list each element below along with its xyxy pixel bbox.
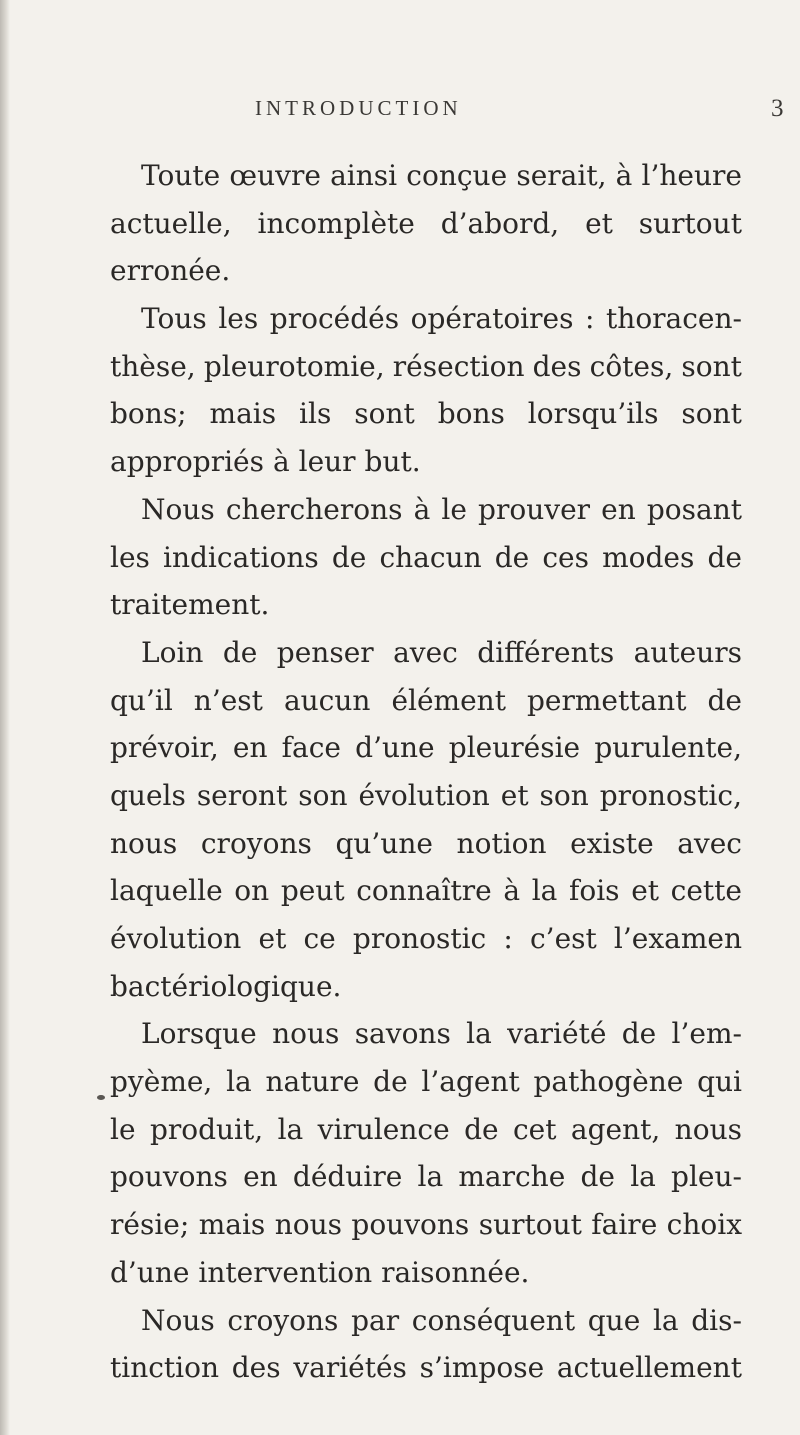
word: croyons	[227, 1303, 339, 1337]
word: choix	[666, 1208, 742, 1242]
word: faire	[591, 1208, 658, 1242]
word: intervention	[198, 1255, 373, 1289]
ink-speck	[97, 1095, 105, 1100]
text-line	[110, 677, 742, 725]
word: à	[272, 445, 290, 479]
word: surtout	[638, 206, 742, 240]
word: l’em-	[671, 1017, 742, 1051]
word: prouver	[478, 492, 591, 526]
word: ce	[303, 922, 336, 955]
text-line	[110, 343, 742, 391]
word: ils	[299, 397, 332, 431]
word: pouvons	[351, 1208, 470, 1242]
word: indications	[163, 540, 319, 574]
word: savons	[354, 1017, 451, 1051]
word: déduire	[292, 1160, 403, 1194]
word: cette	[670, 874, 742, 908]
word: ces	[542, 540, 589, 574]
word: nous	[674, 1112, 742, 1146]
word: en	[232, 731, 268, 765]
word: Nous	[141, 492, 215, 526]
word: évolution	[358, 778, 490, 812]
word: appropriés	[110, 445, 264, 479]
word: actuelle,	[110, 206, 232, 240]
word: tinction	[110, 1351, 220, 1385]
word: élément	[391, 683, 506, 717]
word: et	[631, 874, 660, 908]
text-line	[110, 915, 742, 963]
word: croyons	[200, 826, 312, 860]
word: conséquent	[411, 1303, 576, 1337]
word: auteurs	[633, 635, 742, 669]
word: opératoires	[410, 302, 574, 336]
text-line	[110, 820, 742, 868]
word: conçue	[406, 159, 508, 192]
word: nous	[274, 1208, 342, 1242]
word: et	[585, 206, 613, 240]
word: Nous	[141, 1303, 215, 1337]
word: des	[231, 1351, 281, 1385]
word: incomplète	[257, 206, 415, 240]
word: de	[331, 540, 367, 574]
word: bactériologique.	[110, 969, 342, 1003]
word: d’une	[355, 731, 435, 765]
word: Tous	[141, 302, 207, 336]
text-line	[110, 486, 742, 534]
word: évolution	[110, 922, 242, 955]
word: thoracen-	[606, 302, 742, 336]
word: bons	[437, 397, 505, 431]
word: mais	[198, 1208, 266, 1242]
word: n’est	[193, 683, 263, 717]
word: pathogène	[533, 1065, 684, 1099]
word: la	[466, 1017, 492, 1051]
word: résection	[392, 349, 525, 383]
word: ainsi	[330, 159, 398, 192]
word: erronée.	[110, 254, 231, 288]
word: on	[234, 874, 270, 908]
word: produit,	[149, 1112, 264, 1146]
word: Toute	[141, 159, 221, 192]
word: nature	[265, 1065, 360, 1099]
word: avec	[677, 826, 742, 860]
word: de	[373, 1065, 408, 1099]
running-head: INTRODUCTION	[255, 96, 462, 120]
word: peut	[280, 874, 345, 908]
text-line	[110, 963, 742, 1011]
text-line	[110, 1010, 742, 1058]
word: les	[218, 302, 259, 336]
word: raisonnée.	[381, 1255, 530, 1289]
word: des	[532, 349, 582, 383]
word: à	[503, 874, 521, 908]
word: l’heure	[641, 159, 742, 192]
word: nous	[110, 826, 178, 860]
word: marche	[458, 1160, 566, 1194]
word: par	[351, 1303, 400, 1337]
word: côtes,	[589, 349, 674, 383]
word: d’abord,	[440, 206, 560, 240]
word: notion	[456, 826, 547, 860]
word: existe	[570, 826, 654, 860]
page-header	[0, 96, 800, 124]
text-line	[110, 295, 742, 343]
word: lorsqu’ils	[527, 397, 659, 431]
word: serait,	[516, 159, 607, 192]
word: la	[630, 1160, 656, 1194]
word: actuellement	[556, 1351, 742, 1385]
word: aucun	[283, 683, 371, 717]
word: Loin	[141, 635, 204, 669]
page-binding-edge	[0, 0, 10, 1435]
word: en	[243, 1160, 278, 1194]
word: à	[615, 159, 633, 192]
text-line	[110, 1106, 742, 1154]
word: pleu-	[671, 1160, 742, 1194]
word: surtout	[478, 1208, 582, 1242]
word: modes	[602, 540, 695, 574]
text-line	[110, 1153, 742, 1201]
word: virulence	[317, 1112, 450, 1146]
word: l’agent	[421, 1065, 520, 1099]
word: chacun	[379, 540, 482, 574]
word: posant	[646, 492, 742, 526]
word: laquelle	[110, 874, 223, 908]
word: variétés	[293, 1351, 407, 1385]
text-line	[110, 629, 742, 677]
word: avec	[393, 635, 458, 669]
word: sont	[681, 397, 742, 431]
word: et	[258, 922, 287, 955]
text-line	[110, 581, 742, 629]
word: seront	[196, 778, 288, 812]
word: pouvons	[110, 1160, 228, 1194]
word: de	[494, 540, 530, 574]
text-line	[110, 247, 742, 295]
word: pronostic,	[599, 778, 742, 812]
word: variété	[507, 1017, 607, 1051]
word: pyème,	[110, 1065, 213, 1099]
word: face	[281, 731, 341, 765]
word: la	[277, 1112, 304, 1146]
word: son	[298, 778, 348, 812]
word: bons;	[110, 397, 187, 431]
word: le	[441, 492, 467, 526]
word: la	[652, 1303, 679, 1337]
word: c’est	[529, 922, 597, 955]
word: le	[110, 1112, 136, 1146]
word: sont	[354, 397, 415, 431]
word: son	[539, 778, 589, 812]
text-line	[110, 1058, 742, 1106]
word: de	[222, 635, 258, 669]
word: s’impose	[419, 1351, 545, 1385]
text-line	[110, 390, 742, 438]
word: qui	[697, 1065, 742, 1099]
word: cet	[512, 1112, 557, 1146]
word: quels	[110, 778, 186, 812]
word: sont	[681, 349, 742, 383]
text-line	[110, 152, 742, 200]
word: à	[413, 492, 431, 526]
body-text	[110, 152, 742, 1392]
word: qu’une	[335, 826, 433, 860]
text-line	[110, 1297, 742, 1345]
word: de	[621, 1017, 657, 1051]
word: mais	[209, 397, 277, 431]
word: nous	[272, 1017, 340, 1051]
word: pleurésie	[448, 731, 581, 765]
word: que	[587, 1303, 641, 1337]
text-line	[110, 438, 742, 486]
word: l’examen	[613, 922, 742, 955]
word: traitement.	[110, 588, 270, 622]
text-line	[110, 534, 742, 582]
word: de	[707, 683, 742, 717]
word: leur	[298, 445, 356, 479]
word: résie;	[110, 1208, 190, 1242]
word: agent,	[570, 1112, 661, 1146]
text-line	[110, 1249, 742, 1297]
word: de	[580, 1160, 615, 1194]
word: :	[585, 302, 595, 336]
word: permettant	[526, 683, 687, 717]
word: penser	[276, 635, 374, 669]
word: de	[464, 1112, 499, 1146]
text-line	[110, 724, 742, 772]
word: la	[226, 1065, 252, 1099]
word: prévoir,	[110, 731, 219, 765]
word: chercherons	[225, 492, 403, 526]
page-number: 3	[771, 95, 784, 122]
word: et	[500, 778, 529, 812]
word: but.	[364, 445, 421, 479]
text-line	[110, 772, 742, 820]
word: pronostic	[352, 922, 487, 955]
word: la	[417, 1160, 444, 1194]
word: procédés	[269, 302, 400, 336]
word: qu’il	[110, 683, 173, 717]
word: purulente,	[594, 731, 742, 765]
word: la	[531, 874, 558, 908]
text-line	[110, 1344, 742, 1392]
word: pleurotomie,	[203, 349, 385, 383]
word: fois	[569, 874, 620, 908]
text-line	[110, 867, 742, 915]
word: connaître	[356, 874, 492, 908]
word: d’une	[110, 1255, 190, 1289]
word: les	[110, 540, 150, 574]
word: :	[503, 922, 513, 955]
word: Lorsque	[141, 1017, 257, 1051]
word: dis-	[691, 1303, 742, 1337]
word: différents	[477, 635, 615, 669]
word: en	[601, 492, 636, 526]
word: de	[707, 540, 742, 574]
word: thèse,	[110, 349, 196, 383]
text-line	[110, 1201, 742, 1249]
text-line	[110, 200, 742, 248]
word: œuvre	[229, 159, 321, 192]
